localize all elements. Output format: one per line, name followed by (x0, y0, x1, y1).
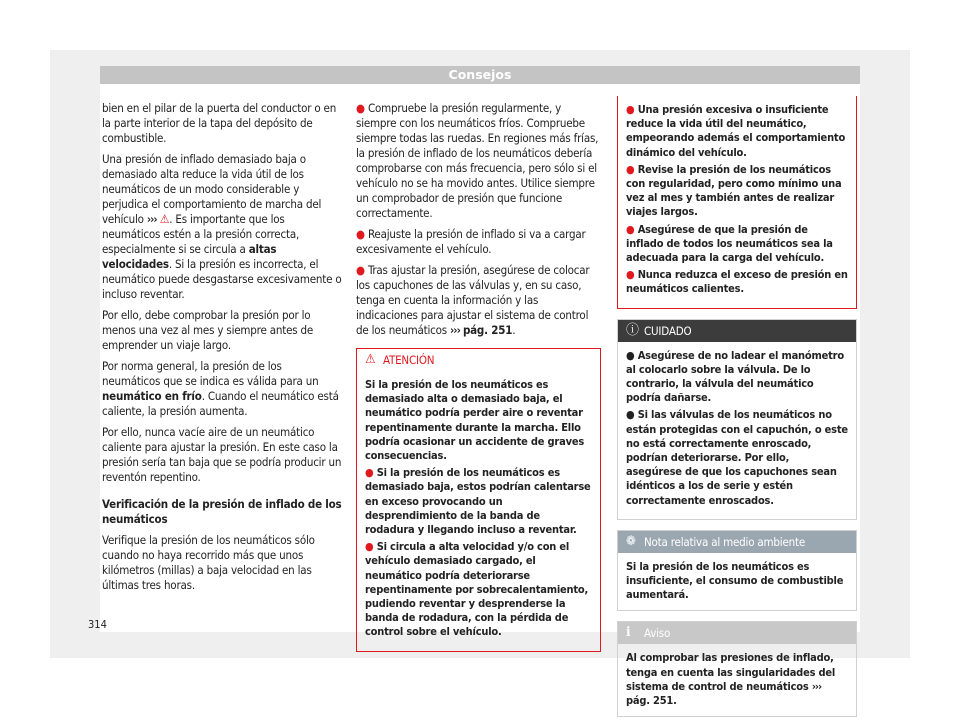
bullet-icon: ● (356, 227, 365, 241)
section-title: Consejos (448, 67, 512, 82)
paragraph (102, 359, 342, 419)
list-item (626, 103, 848, 160)
section-header (100, 66, 860, 84)
caution-box-title: CUIDADO (644, 323, 692, 338)
bullet-icon: ● (626, 103, 635, 116)
paragraph: Verifique la presión de los neumáticos sólo cuando no haya recorrido más que unos kilómetros (millas) a baja velocidad en las últimas tres horas. (102, 533, 315, 592)
text: Asegúrese de no ladear el manómetro al colocarlo sobre la válvula. De lo contrario, la válvula del neumático podría dañarse. (626, 348, 844, 405)
note-box (617, 621, 857, 717)
environment-note-body: Si la presión de los neumáticos es insuficiente, el consumo de combustible aumentará. (626, 559, 844, 602)
text: Nunca reduzca el exceso de presión en neumáticos calientes. (626, 268, 848, 296)
list-item (626, 408, 848, 507)
paragraph: Por ello, debe comprobar la presión por lo menos una vez al mes y siempre antes de emprender un viaje largo. (102, 308, 314, 352)
bullet-icon: ● (626, 162, 635, 176)
note-box-title: Aviso (644, 626, 671, 641)
bullet-icon: ● (356, 263, 365, 277)
warning-box-continued (617, 96, 857, 309)
environment-icon: ❁ (626, 533, 636, 549)
warning-box (356, 348, 601, 652)
text: Una presión excesiva o insuficiente reduce la vida útil del neumático, empeorando además el comportamiento dinámico del vehículo. (626, 103, 846, 159)
environment-note-header (618, 531, 856, 553)
page-number: 314 (88, 618, 107, 631)
text: . (512, 323, 516, 337)
column-1 (102, 101, 342, 599)
bullet-icon: ● (365, 466, 374, 480)
cross-reference-arrow[interactable]: ››› (811, 679, 822, 693)
paragraph: Por ello, nunca vacíe aire de un neumático caliente para ajustar la presión. En este caso la presión sería tan baja que se podría producir un reventón repentino. (102, 425, 342, 484)
info-icon: ℹ (626, 625, 631, 641)
page-content (100, 84, 860, 708)
caution-box-header (618, 320, 856, 342)
text: Si las válvulas de los neumáticos no están protegidas con el capuchón, o este no está correctamente enroscado, podrían deteriorarse. Por ello, asegúrese de que los capuchones sean idénticos a los de serie y estén correctamente enroscados. (626, 408, 848, 507)
text: Por norma general, la presión de los neumáticos que se indica es válida para un (102, 359, 319, 388)
text: Tras ajustar la presión, asegúrese de colocar los capuchones de las válvulas y, en su caso, tenga en cuenta la información y las indicaciones para ajustar el sistema de control de los neumáticos (356, 263, 590, 337)
bullet-icon: ● (626, 222, 635, 236)
warning-triangle-icon: ⚠ (365, 352, 376, 367)
emphasis-text: neumático en frío (102, 389, 202, 403)
warning-box-body (357, 371, 600, 651)
list-item (365, 540, 592, 639)
note-box-header (618, 622, 856, 644)
paragraph: bien en el pilar de la puerta del conductor o en la parte interior de la tapa del depósito de combustible. (102, 101, 337, 145)
paragraph (102, 152, 342, 302)
list-item (626, 223, 848, 266)
info-circle-icon: ⓘ (626, 322, 639, 338)
list-item (626, 268, 848, 296)
caution-box (617, 319, 857, 520)
text: Si circula a alta velocidad y/o con el vehículo demasiado cargado, el neumático podría deteriorarse repentinamente por sobrecalentamiento, pudiendo reventar y desprenderse la banda de rodadura, con la pérdida de control sobre el vehículo. (365, 540, 589, 639)
text: . Cuando el neumático está caliente, la presión aumenta. (102, 389, 339, 418)
text: Si la presión de los neumáticos es demasiado baja, estos podrían calentarse en exceso provocando un desprendimiento de la banda de rodadura y llegando incluso a reventar. (365, 466, 591, 537)
column-3 (617, 96, 857, 727)
emphasis-text: altas velocidades (102, 242, 277, 271)
subheading: Verificación de la presión de inflado de los neumáticos (102, 497, 342, 526)
list-item (356, 227, 601, 257)
cross-reference-arrow[interactable]: ››› (450, 323, 460, 337)
warning-box-body (618, 96, 856, 308)
text: Una presión de inflado demasiado baja o demasiado alta reduce la vida útil de los neumáticos de un modo considerable y perjudica el comportamiento de marcha del vehículo (102, 152, 322, 226)
bullet-icon: ● (626, 268, 635, 282)
warning-box-title: ATENCIÓN (383, 353, 435, 367)
caution-box-body (618, 342, 856, 519)
list-item (626, 163, 848, 220)
cross-reference-arrow[interactable]: ››› (146, 212, 157, 226)
text: Al comprobar las presiones de inflado, tenga en cuenta las singularidades del sistema de control de neumáticos (626, 651, 836, 693)
text: Reajuste la presión de inflado si va a cargar excesivamente el vehículo. (356, 227, 586, 256)
text: . Si la presión es incorrecta, el neumático puede desgastarse excesivamente o incluso reventar. (102, 257, 342, 301)
text: Compruebe la presión regularmente, y siempre con los neumáticos fríos. Compruebe siempre todas las ruedas. En regiones más frías, la presión de inflado de los neumáticos debería comprobarse con más frecuencia, pero sólo si el vehículo no se ha movido antes. Utilice siempre un comprobador de presión que funcione correctamente. (356, 101, 599, 220)
text: Revise la presión de los neumáticos con regularidad, pero como mínimo una vez al mes y también antes de realizar viajes largos. (626, 162, 842, 219)
text: . Es importante que los neumáticos estén a la presión correcta, especialmente si se circula a (102, 212, 300, 256)
environment-note-box (617, 530, 857, 612)
page-link[interactable]: pág. 251 (626, 694, 674, 708)
text: Asegúrese de que la presión de inflado de todos los neumáticos sea la adecuada para la carga del vehículo. (626, 222, 833, 265)
warning-triangle-icon: ⚠ (159, 212, 170, 226)
list-item (356, 101, 601, 221)
warning-intro: Si la presión de los neumáticos es demasiado alta o demasiado baja, el neumático podría perder aire o reventar repentinamente durante la marcha. Ello podría ocasionar un accidente de graves consecuencias. (365, 378, 585, 463)
text: . (673, 694, 677, 708)
bullet-icon: ● (365, 540, 374, 554)
list-item (626, 349, 848, 406)
environment-note-title: Nota relativa al medio ambiente (644, 534, 806, 549)
page-link[interactable]: pág. 251 (462, 323, 513, 337)
bullet-icon: ● (626, 408, 635, 422)
bullet-icon: ● (626, 348, 635, 362)
bullet-icon: ● (356, 101, 365, 115)
list-item (356, 263, 601, 338)
note-box-body (618, 644, 856, 716)
list-item (365, 466, 592, 537)
column-2 (356, 101, 601, 662)
warning-box-header (357, 349, 600, 371)
